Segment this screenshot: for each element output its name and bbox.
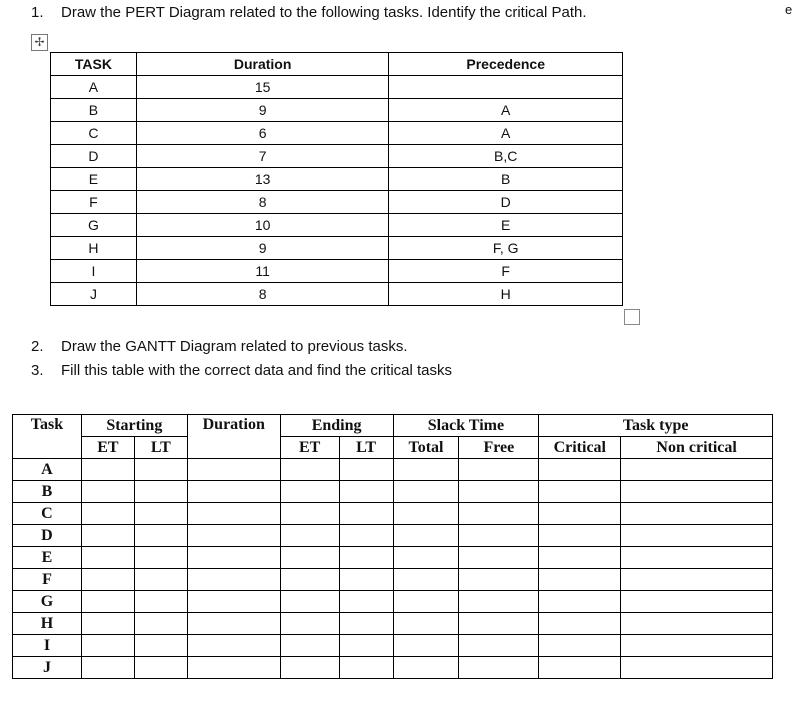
schedule-row (13, 657, 773, 679)
pert-row (51, 237, 623, 260)
pert-row (51, 283, 623, 306)
schedule-task-label: B (13, 481, 82, 503)
schedule-empty-cell[interactable] (621, 525, 773, 547)
schedule-empty-cell[interactable] (280, 525, 339, 547)
pert-cell-task: I (51, 260, 137, 283)
schedule-empty-cell[interactable] (621, 569, 773, 591)
gantt-sub-free: Free (459, 437, 539, 459)
schedule-empty-cell[interactable] (539, 459, 621, 481)
schedule-empty-cell[interactable] (621, 547, 773, 569)
schedule-empty-cell[interactable] (134, 459, 187, 481)
schedule-task-label: I (13, 635, 82, 657)
schedule-empty-cell[interactable] (280, 569, 339, 591)
question-2-number: 2. (31, 338, 44, 355)
schedule-row (13, 635, 773, 657)
pert-row (51, 214, 623, 237)
schedule-empty-cell[interactable] (81, 591, 134, 613)
schedule-empty-cell[interactable] (134, 547, 187, 569)
schedule-empty-cell[interactable] (187, 547, 280, 569)
schedule-empty-cell[interactable] (621, 657, 773, 679)
gantt-header-ending: Ending (280, 415, 393, 437)
schedule-task-label: E (13, 547, 82, 569)
schedule-empty-cell[interactable] (187, 613, 280, 635)
gantt-sub-critical: Critical (539, 437, 621, 459)
pert-cell-precedence: F, G (389, 237, 623, 260)
schedule-empty-cell[interactable] (539, 657, 621, 679)
pert-cell-task: C (51, 122, 137, 145)
pert-cell-task: G (51, 214, 137, 237)
schedule-empty-cell[interactable] (280, 591, 339, 613)
gantt-header-starting: Starting (81, 415, 187, 437)
gantt-sub-total: Total (393, 437, 459, 459)
pert-cell-duration: 8 (136, 191, 389, 214)
pert-cell-task: B (51, 99, 137, 122)
schedule-empty-cell[interactable] (134, 657, 187, 679)
schedule-empty-cell[interactable] (134, 569, 187, 591)
gantt-header-type: Task type (539, 415, 773, 437)
pert-cell-precedence: A (389, 99, 623, 122)
schedule-empty-cell[interactable] (539, 525, 621, 547)
schedule-empty-cell[interactable] (459, 459, 539, 481)
schedule-task-label: H (13, 613, 82, 635)
schedule-empty-cell[interactable] (393, 613, 459, 635)
gantt-sub-start-et: ET (81, 437, 134, 459)
schedule-empty-cell[interactable] (134, 635, 187, 657)
schedule-row (13, 547, 773, 569)
schedule-task-label: D (13, 525, 82, 547)
schedule-empty-cell[interactable] (81, 459, 134, 481)
schedule-empty-cell[interactable] (81, 481, 134, 503)
gantt-header-task: Task (13, 415, 82, 459)
pert-cell-precedence: B,C (389, 145, 623, 168)
gantt-header-duration: Duration (187, 415, 280, 459)
schedule-row (13, 459, 773, 481)
pert-row (51, 99, 623, 122)
schedule-empty-cell[interactable] (81, 569, 134, 591)
page-edge-char: e (785, 2, 793, 17)
pert-row (51, 145, 623, 168)
schedule-empty-cell[interactable] (81, 547, 134, 569)
pert-cell-duration: 8 (136, 283, 389, 306)
question-2-text: Draw the GANTT Diagram related to previous tasks. (61, 338, 408, 355)
schedule-empty-cell[interactable] (539, 635, 621, 657)
schedule-row (13, 569, 773, 591)
schedule-empty-cell[interactable] (339, 569, 393, 591)
schedule-empty-cell[interactable] (280, 547, 339, 569)
pert-cell-duration: 7 (136, 145, 389, 168)
schedule-empty-cell[interactable] (459, 481, 539, 503)
schedule-task-label: C (13, 503, 82, 525)
schedule-empty-cell[interactable] (393, 547, 459, 569)
schedule-empty-cell[interactable] (187, 635, 280, 657)
pert-cell-precedence: A (389, 122, 623, 145)
schedule-empty-cell[interactable] (280, 635, 339, 657)
pert-cell-task: F (51, 191, 137, 214)
schedule-empty-cell[interactable] (459, 503, 539, 525)
schedule-empty-cell[interactable] (134, 481, 187, 503)
pert-cell-precedence: D (389, 191, 623, 214)
pert-cell-duration: 10 (136, 214, 389, 237)
schedule-empty-cell[interactable] (393, 503, 459, 525)
schedule-empty-cell[interactable] (134, 503, 187, 525)
schedule-row (13, 481, 773, 503)
pert-cell-duration: 15 (136, 76, 389, 99)
pert-cell-duration: 11 (136, 260, 389, 283)
schedule-row (13, 613, 773, 635)
schedule-empty-cell[interactable] (393, 591, 459, 613)
schedule-empty-cell[interactable] (459, 657, 539, 679)
schedule-empty-cell[interactable] (539, 547, 621, 569)
pert-header-precedence: Precedence (389, 53, 623, 76)
question-1-text: Draw the PERT Diagram related to the following tasks. Identify the critical Path. (61, 4, 587, 21)
schedule-empty-cell[interactable] (81, 635, 134, 657)
pert-header-task: TASK (51, 53, 137, 76)
schedule-empty-cell[interactable] (339, 503, 393, 525)
pert-row (51, 191, 623, 214)
schedule-empty-cell[interactable] (187, 525, 280, 547)
schedule-task-label: G (13, 591, 82, 613)
schedule-empty-cell[interactable] (539, 613, 621, 635)
schedule-empty-cell[interactable] (621, 503, 773, 525)
pert-cell-task: A (51, 76, 137, 99)
schedule-row (13, 525, 773, 547)
schedule-empty-cell[interactable] (339, 613, 393, 635)
pert-row (51, 168, 623, 191)
schedule-task-label: A (13, 459, 82, 481)
schedule-empty-cell[interactable] (339, 547, 393, 569)
pert-cell-duration: 13 (136, 168, 389, 191)
schedule-empty-cell[interactable] (539, 481, 621, 503)
schedule-empty-cell[interactable] (393, 657, 459, 679)
pert-cell-duration: 6 (136, 122, 389, 145)
gantt-sub-start-lt: LT (134, 437, 187, 459)
schedule-empty-cell[interactable] (339, 635, 393, 657)
schedule-empty-cell[interactable] (459, 613, 539, 635)
schedule-row (13, 503, 773, 525)
schedule-empty-cell[interactable] (280, 503, 339, 525)
schedule-empty-cell[interactable] (621, 591, 773, 613)
schedule-empty-cell[interactable] (187, 657, 280, 679)
schedule-empty-cell[interactable] (393, 635, 459, 657)
schedule-empty-cell[interactable] (393, 525, 459, 547)
schedule-empty-cell[interactable] (280, 481, 339, 503)
pert-cell-duration: 9 (136, 99, 389, 122)
pert-cell-precedence: F (389, 260, 623, 283)
schedule-table (12, 414, 773, 679)
schedule-empty-cell[interactable] (81, 657, 134, 679)
schedule-task-label: J (13, 657, 82, 679)
schedule-empty-cell[interactable] (393, 569, 459, 591)
table-move-handle-icon[interactable]: ✢ (31, 34, 48, 51)
pert-cell-task: J (51, 283, 137, 306)
schedule-empty-cell[interactable] (81, 503, 134, 525)
schedule-empty-cell[interactable] (339, 657, 393, 679)
schedule-empty-cell[interactable] (459, 525, 539, 547)
gantt-sub-end-lt: LT (339, 437, 393, 459)
gantt-sub-noncritical: Non critical (621, 437, 773, 459)
schedule-empty-cell[interactable] (621, 635, 773, 657)
schedule-task-label: F (13, 569, 82, 591)
schedule-empty-cell[interactable] (187, 481, 280, 503)
schedule-empty-cell[interactable] (187, 503, 280, 525)
schedule-empty-cell[interactable] (393, 481, 459, 503)
schedule-empty-cell[interactable] (187, 591, 280, 613)
schedule-empty-cell[interactable] (459, 547, 539, 569)
pert-row (51, 260, 623, 283)
schedule-empty-cell[interactable] (280, 613, 339, 635)
schedule-empty-cell[interactable] (339, 525, 393, 547)
schedule-empty-cell[interactable] (280, 459, 339, 481)
schedule-empty-cell[interactable] (81, 525, 134, 547)
question-3-number: 3. (31, 362, 44, 379)
schedule-empty-cell[interactable] (134, 613, 187, 635)
pert-cell-task: H (51, 237, 137, 260)
schedule-empty-cell[interactable] (621, 459, 773, 481)
pert-row (51, 76, 623, 99)
gantt-header-slack: Slack Time (393, 415, 539, 437)
schedule-empty-cell[interactable] (621, 613, 773, 635)
schedule-empty-cell[interactable] (187, 569, 280, 591)
pert-cell-precedence: B (389, 168, 623, 191)
schedule-empty-cell[interactable] (339, 459, 393, 481)
schedule-empty-cell[interactable] (539, 503, 621, 525)
schedule-empty-cell[interactable] (339, 591, 393, 613)
pert-cell-precedence: E (389, 214, 623, 237)
schedule-empty-cell[interactable] (539, 569, 621, 591)
pert-cell-task: E (51, 168, 137, 191)
schedule-empty-cell[interactable] (134, 525, 187, 547)
table-resize-handle[interactable] (624, 309, 640, 325)
schedule-empty-cell[interactable] (81, 613, 134, 635)
gantt-sub-end-et: ET (280, 437, 339, 459)
question-3-text: Fill this table with the correct data and find the critical tasks (61, 362, 453, 379)
schedule-empty-cell[interactable] (459, 591, 539, 613)
schedule-empty-cell[interactable] (393, 459, 459, 481)
question-1-number: 1. (31, 4, 44, 21)
pert-row (51, 122, 623, 145)
pert-header-duration: Duration (136, 53, 389, 76)
schedule-empty-cell[interactable] (280, 657, 339, 679)
schedule-row (13, 591, 773, 613)
pert-cell-task: D (51, 145, 137, 168)
pert-cell-duration: 9 (136, 237, 389, 260)
schedule-empty-cell[interactable] (621, 481, 773, 503)
schedule-empty-cell[interactable] (459, 569, 539, 591)
schedule-empty-cell[interactable] (459, 635, 539, 657)
pert-task-table (50, 52, 623, 306)
schedule-empty-cell[interactable] (187, 459, 280, 481)
pert-cell-precedence: H (389, 283, 623, 306)
schedule-empty-cell[interactable] (339, 481, 393, 503)
pert-cell-precedence (389, 76, 623, 99)
schedule-empty-cell[interactable] (539, 591, 621, 613)
schedule-empty-cell[interactable] (134, 591, 187, 613)
